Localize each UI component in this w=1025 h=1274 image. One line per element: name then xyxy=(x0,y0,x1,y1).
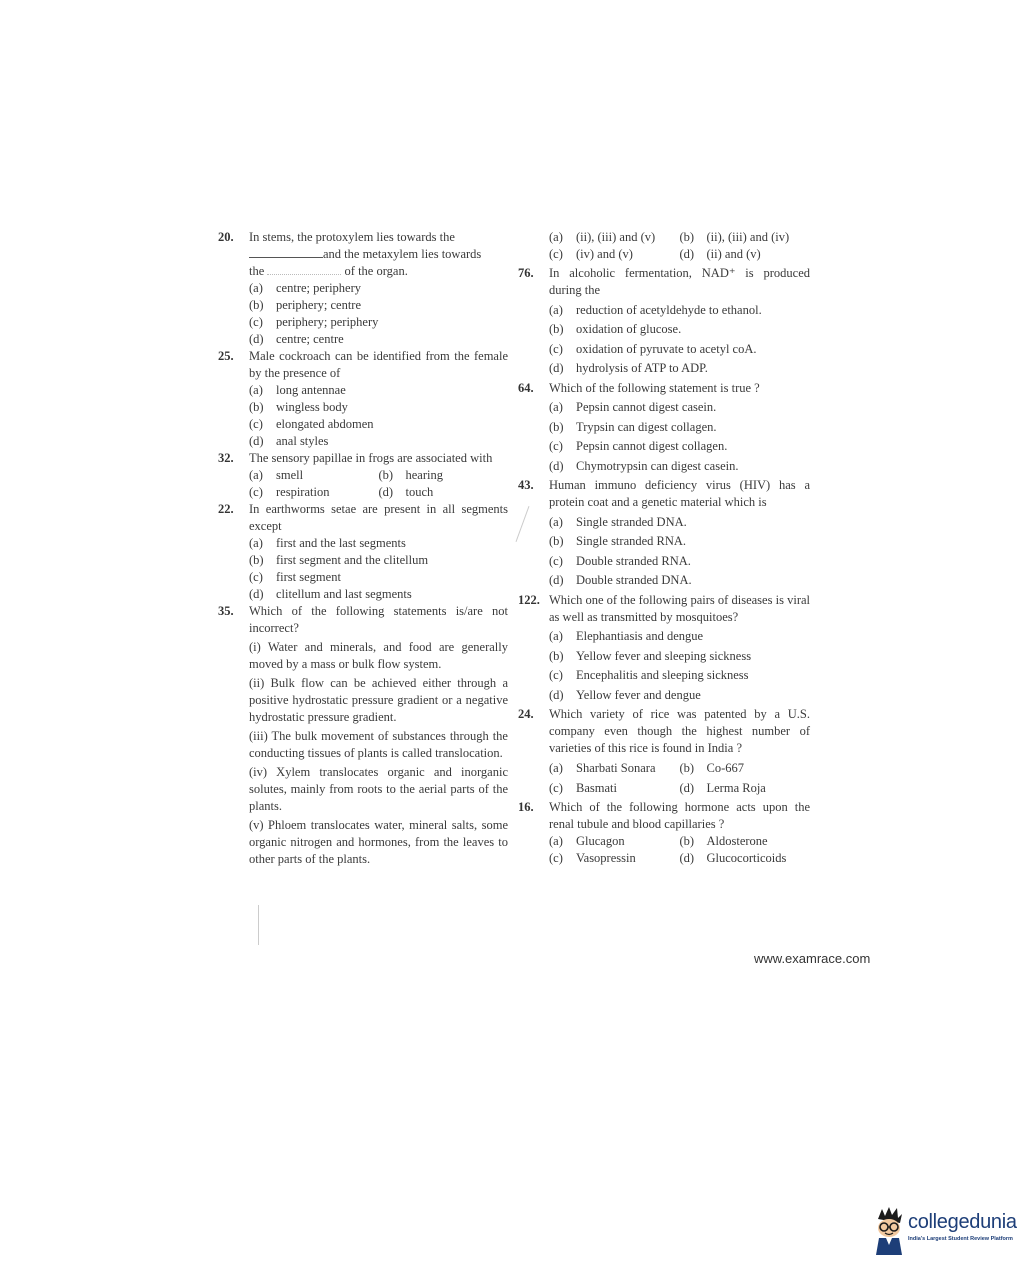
statement: (v) Phloem translocates water, mineral salts, some organic nitrogen and hormones, from the leaves to other parts of the plants. xyxy=(249,818,508,866)
option: (c) Pepsin cannot digest collagen. xyxy=(549,439,728,453)
option: (d) Yellow fever and dengue xyxy=(549,687,701,702)
statement: (iv) Xylem translocates organic and inorganic solutes, mainly from roots to the aerial parts of the plants. xyxy=(249,765,508,813)
question-text: Human immuno deficiency virus (HIV) has a protein coat and a genetic material which is xyxy=(549,478,810,509)
option: (c) Double stranded RNA. xyxy=(549,553,691,568)
question-text: Which of the following statement is true ? xyxy=(549,380,760,395)
question-number: 22. xyxy=(218,502,234,516)
option: (c) first segment xyxy=(249,570,341,584)
question-number: 76. xyxy=(518,266,534,280)
option: (d) Glucocorticoids xyxy=(679,851,787,865)
statement: (i) Water and minerals, and food are generally moved by a mass or bulk flow system. xyxy=(249,640,508,671)
option: (b) Aldosterone xyxy=(679,834,768,848)
option: (d) (ii) and (v) xyxy=(679,247,761,261)
collegedunia-logo[interactable] xyxy=(872,1203,1022,1261)
question-number: 64. xyxy=(518,380,534,395)
question-22 xyxy=(218,501,508,603)
option: (c) Encephalitis and sleeping sickness xyxy=(549,668,749,682)
question-number: 43. xyxy=(518,478,534,492)
question-number: 24. xyxy=(518,707,534,721)
option: (c) respiration xyxy=(249,485,330,499)
question-122 xyxy=(518,592,810,704)
option: (a) Elephantiasis and dengue xyxy=(549,629,704,643)
logo-tagline: India's Largest Student Review Platform xyxy=(908,1236,1013,1242)
question-64 xyxy=(518,380,810,475)
option: (a) Glucagon xyxy=(549,834,625,848)
question-number: 32. xyxy=(218,451,234,465)
question-16 xyxy=(518,799,810,867)
option: (d) Lerma Roja xyxy=(679,781,766,795)
right-column xyxy=(518,229,810,867)
logo-brand-text: collegedunia xyxy=(908,1211,1017,1233)
question-24 xyxy=(518,706,810,797)
question-text: In alcoholic fermentation, NAD⁺ is produced during the xyxy=(549,266,810,297)
option: (b) periphery; centre xyxy=(249,298,362,312)
question-20 xyxy=(218,229,508,348)
source-url: www.examrace.com xyxy=(754,951,871,966)
question-text: In earthworms setae are present in all segments except xyxy=(249,502,508,533)
option: (a) first and the last segments xyxy=(249,536,406,550)
option: (d) touch xyxy=(378,485,434,499)
option: (c) periphery; periphery xyxy=(249,315,379,329)
option: (d) Chymotrypsin can digest casein. xyxy=(549,458,739,473)
question-text: Which variety of rice was patented by a U.S. company even though the highest number of varieties of this rice is found in India ? xyxy=(549,707,810,755)
statement: (iii) The bulk movement of substances through the conducting tissues of plants is called translocation. xyxy=(249,729,508,760)
option: (d) centre; centre xyxy=(249,332,344,346)
option: (b) (ii), (iii) and (iv) xyxy=(679,230,790,244)
scan-artifact xyxy=(258,905,259,945)
question-35 xyxy=(218,603,508,868)
option: (a) centre; periphery xyxy=(249,281,362,295)
option: (b) first segment and the clitellum xyxy=(249,553,429,567)
question-43 xyxy=(518,477,810,589)
question-number: 20. xyxy=(218,230,234,244)
fill-blank xyxy=(249,246,323,258)
option: (a) Sharbati Sonara xyxy=(549,761,656,775)
question-number: 122. xyxy=(518,592,540,607)
option: (c) Vasopressin xyxy=(549,851,636,865)
option: (a) Single stranded DNA. xyxy=(549,514,687,529)
option: (a) Pepsin cannot digest casein. xyxy=(549,400,717,414)
option: (c) elongated abdomen xyxy=(249,417,374,431)
option: (c) (iv) and (v) xyxy=(549,247,633,261)
option: (d) anal styles xyxy=(249,434,329,448)
statement: (ii) Bulk flow can be achieved either through a positive hydrostatic pressure gradient or a negative hydrostatic pressure gradient. xyxy=(249,676,508,724)
option: (a) (ii), (iii) and (v) xyxy=(549,230,656,244)
option: (d) Double stranded DNA. xyxy=(549,573,692,587)
mascot-icon xyxy=(872,1205,906,1257)
option: (d) hydrolysis of ATP to ADP. xyxy=(549,361,708,375)
option: (a) smell xyxy=(249,468,304,482)
question-35-options xyxy=(518,229,810,263)
question-number: 16. xyxy=(518,800,534,814)
option: (b) oxidation of glucose. xyxy=(549,322,682,336)
option: (d) clitellum and last segments xyxy=(249,587,412,601)
option: (b) Co-667 xyxy=(679,761,744,775)
question-text: In stems, the protoxylem lies towards the and the metaxylem lies towards the of the organ. xyxy=(249,230,482,278)
question-number: 35. xyxy=(218,604,234,618)
question-25 xyxy=(218,348,508,450)
question-text: Male cockroach can be identified from the female by the presence of xyxy=(249,349,508,380)
fill-blank xyxy=(267,263,341,275)
option: (c) oxidation of pyruvate to acetyl coA. xyxy=(549,341,757,356)
option: (b) Single stranded RNA. xyxy=(549,534,687,548)
option: (a) reduction of acetyldehyde to ethanol. xyxy=(549,302,762,317)
option: (b) wingless body xyxy=(249,400,348,414)
question-number: 25. xyxy=(218,349,234,363)
option: (c) Basmati xyxy=(549,781,617,795)
question-text: The sensory papillae in frogs are associated with xyxy=(249,451,493,465)
option: (b) hearing xyxy=(378,468,443,482)
question-32 xyxy=(218,450,508,501)
question-text: Which of the following statements is/are not incorrect? xyxy=(249,604,508,635)
option: (b) Trypsin can digest collagen. xyxy=(549,419,717,434)
question-text: Which one of the following pairs of diseases is viral as well as transmitted by mosquitoes? xyxy=(549,592,810,624)
question-text: Which of the following hormone acts upon the renal tubule and blood capillaries ? xyxy=(549,800,810,831)
option: (a) long antennae xyxy=(249,383,346,397)
option: (b) Yellow fever and sleeping sickness xyxy=(549,648,752,663)
question-76 xyxy=(518,265,810,377)
left-column xyxy=(218,229,508,868)
